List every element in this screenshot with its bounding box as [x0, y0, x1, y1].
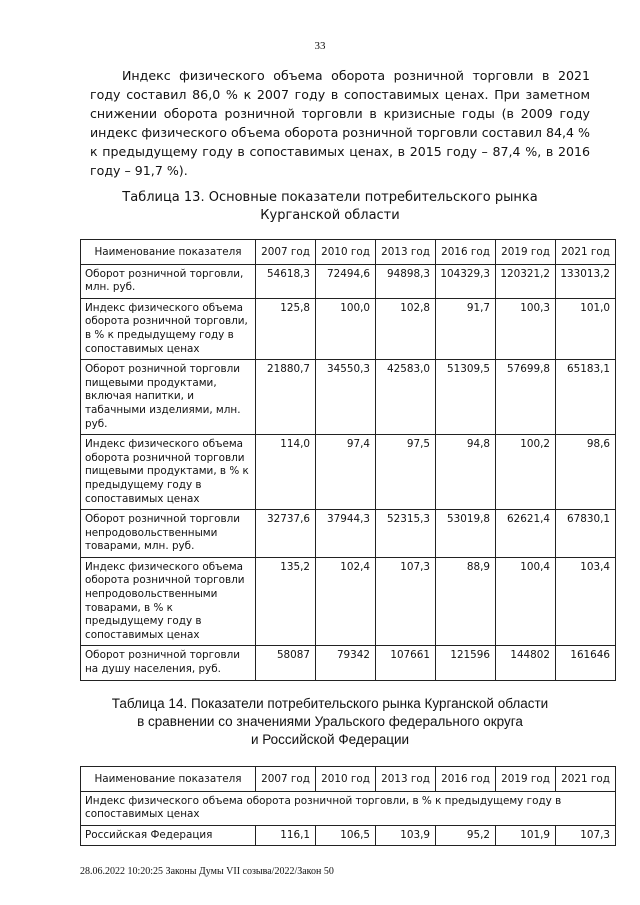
table-row	[81, 264, 616, 298]
table-cell: 161646	[556, 646, 616, 680]
table-cell: 100,4	[496, 557, 556, 646]
table-cell: 57699,8	[496, 360, 556, 435]
table-row	[81, 510, 616, 558]
table-cell: 37944,3	[316, 510, 376, 558]
row-label: Оборот розничной торговли непродовольственными товарами, млн. руб.	[81, 510, 256, 558]
table13-header-2013: 2013 год	[376, 240, 436, 265]
table-cell: 107661	[376, 646, 436, 680]
table-row	[81, 825, 616, 846]
table13-header-name: Наименование показателя	[81, 240, 256, 265]
table-cell: 102,8	[376, 298, 436, 359]
table-cell: 95,2	[436, 825, 496, 846]
table13-caption	[80, 189, 580, 225]
table14-caption-line2: в сравнении со значениями Уральского федерального округа	[137, 714, 523, 729]
table-cell: 79342	[316, 646, 376, 680]
table13-header-2007: 2007 год	[256, 240, 316, 265]
table-cell: 98,6	[556, 435, 616, 510]
table14-header-name: Наименование показателя	[81, 767, 256, 792]
table14-caption	[80, 695, 580, 749]
table14-header-2016: 2016 год	[436, 767, 496, 792]
table14-header-2021: 2021 год	[556, 767, 616, 792]
table-cell: 88,9	[436, 557, 496, 646]
table-cell: 94,8	[436, 435, 496, 510]
row-label: Оборот розничной торговли пищевыми продуктами, включая напитки, и табачными изделиями, млн. руб.	[81, 360, 256, 435]
table-cell: 21880,7	[256, 360, 316, 435]
table13-header-2019: 2019 год	[496, 240, 556, 265]
table-cell: 54618,3	[256, 264, 316, 298]
table-cell: 65183,1	[556, 360, 616, 435]
table13-header-2021: 2021 год	[556, 240, 616, 265]
table14-section-row	[81, 791, 616, 825]
table-cell: 104329,3	[436, 264, 496, 298]
table-cell: 52315,3	[376, 510, 436, 558]
table-row	[81, 298, 616, 359]
intro-paragraph: Индекс физического объема оборота розничной торговли в 2021 году составил 86,0 % к 2007 году в сопоставимых ценах. При заметном снижении оборота розничной торговли в кризисные годы (в 2009 году индекс физического объема оборота розничной торговли составил 84,4 % к предыдущему году в сопоставимых ценах, в 2015 году – 87,4 %, в 2016 году – 91,7 %).	[90, 68, 590, 178]
table-cell: 97,4	[316, 435, 376, 510]
table-cell: 114,0	[256, 435, 316, 510]
table-row	[81, 435, 616, 510]
table-cell: 100,2	[496, 435, 556, 510]
table-cell: 32737,6	[256, 510, 316, 558]
table13	[80, 239, 616, 681]
table14-caption-line1: Таблица 14. Показатели потребительского рынка Курганской области	[111, 696, 549, 711]
row-label: Индекс физического объема оборота розничной торговли, в % к предыдущему году в сопоставимых ценах	[81, 298, 256, 359]
footer-stamp: 28.06.2022 10:20:25 Законы Думы VII созыва/2022/Закон 50	[80, 866, 334, 877]
table-cell: 133013,2	[556, 264, 616, 298]
table-cell: 42583,0	[376, 360, 436, 435]
table-row	[81, 646, 616, 680]
table14-header-2019: 2019 год	[496, 767, 556, 792]
table-cell: 100,3	[496, 298, 556, 359]
table-cell: 101,9	[496, 825, 556, 846]
table-cell: 125,8	[256, 298, 316, 359]
table-cell: 116,1	[256, 825, 316, 846]
table-row	[81, 360, 616, 435]
table-cell: 135,2	[256, 557, 316, 646]
table-cell: 53019,8	[436, 510, 496, 558]
table-cell: 144802	[496, 646, 556, 680]
table-cell: 107,3	[556, 825, 616, 846]
table13-header-2016: 2016 год	[436, 240, 496, 265]
table14	[80, 766, 616, 846]
table-cell: 107,3	[376, 557, 436, 646]
table13-caption-line2: Курганской области	[260, 208, 400, 223]
row-label: Индекс физического объема оборота розничной торговли пищевыми продуктами, в % к предыдущему году в сопоставимых ценах	[81, 435, 256, 510]
table13-header-2010: 2010 год	[316, 240, 376, 265]
table-cell: 67830,1	[556, 510, 616, 558]
table-cell: 91,7	[436, 298, 496, 359]
section-label: Индекс физического объема оборота розничной торговли, в % к предыдущему году в сопоставимых ценах	[81, 791, 616, 825]
table-cell: 94898,3	[376, 264, 436, 298]
table13-caption-line1: Таблица 13. Основные показатели потребительского рынка	[122, 190, 538, 205]
table-cell: 62621,4	[496, 510, 556, 558]
table14-header-2010: 2010 год	[316, 767, 376, 792]
table-cell: 101,0	[556, 298, 616, 359]
table14-header-2007: 2007 год	[256, 767, 316, 792]
table-cell: 72494,6	[316, 264, 376, 298]
table-cell: 106,5	[316, 825, 376, 846]
table14-header-row	[81, 767, 616, 792]
page-number: 33	[314, 40, 326, 52]
table13-header-row	[81, 240, 616, 265]
table-cell: 58087	[256, 646, 316, 680]
table-cell: 121596	[436, 646, 496, 680]
table14-caption-line3: и Российской Федерации	[250, 732, 410, 747]
row-label: Индекс физического объема оборота розничной торговли непродовольственными товарами, в % к предыдущему году в сопоставимых ценах	[81, 557, 256, 646]
table-cell: 102,4	[316, 557, 376, 646]
table-cell: 97,5	[376, 435, 436, 510]
table-row	[81, 557, 616, 646]
row-label: Оборот розничной торговли на душу населения, руб.	[81, 646, 256, 680]
table-cell: 103,9	[376, 825, 436, 846]
table-cell: 100,0	[316, 298, 376, 359]
row-label: Российская Федерация	[81, 825, 256, 846]
table-cell: 34550,3	[316, 360, 376, 435]
table-cell: 103,4	[556, 557, 616, 646]
table14-header-2013: 2013 год	[376, 767, 436, 792]
table-cell: 120321,2	[496, 264, 556, 298]
row-label: Оборот розничной торговли, млн. руб.	[81, 264, 256, 298]
table-cell: 51309,5	[436, 360, 496, 435]
